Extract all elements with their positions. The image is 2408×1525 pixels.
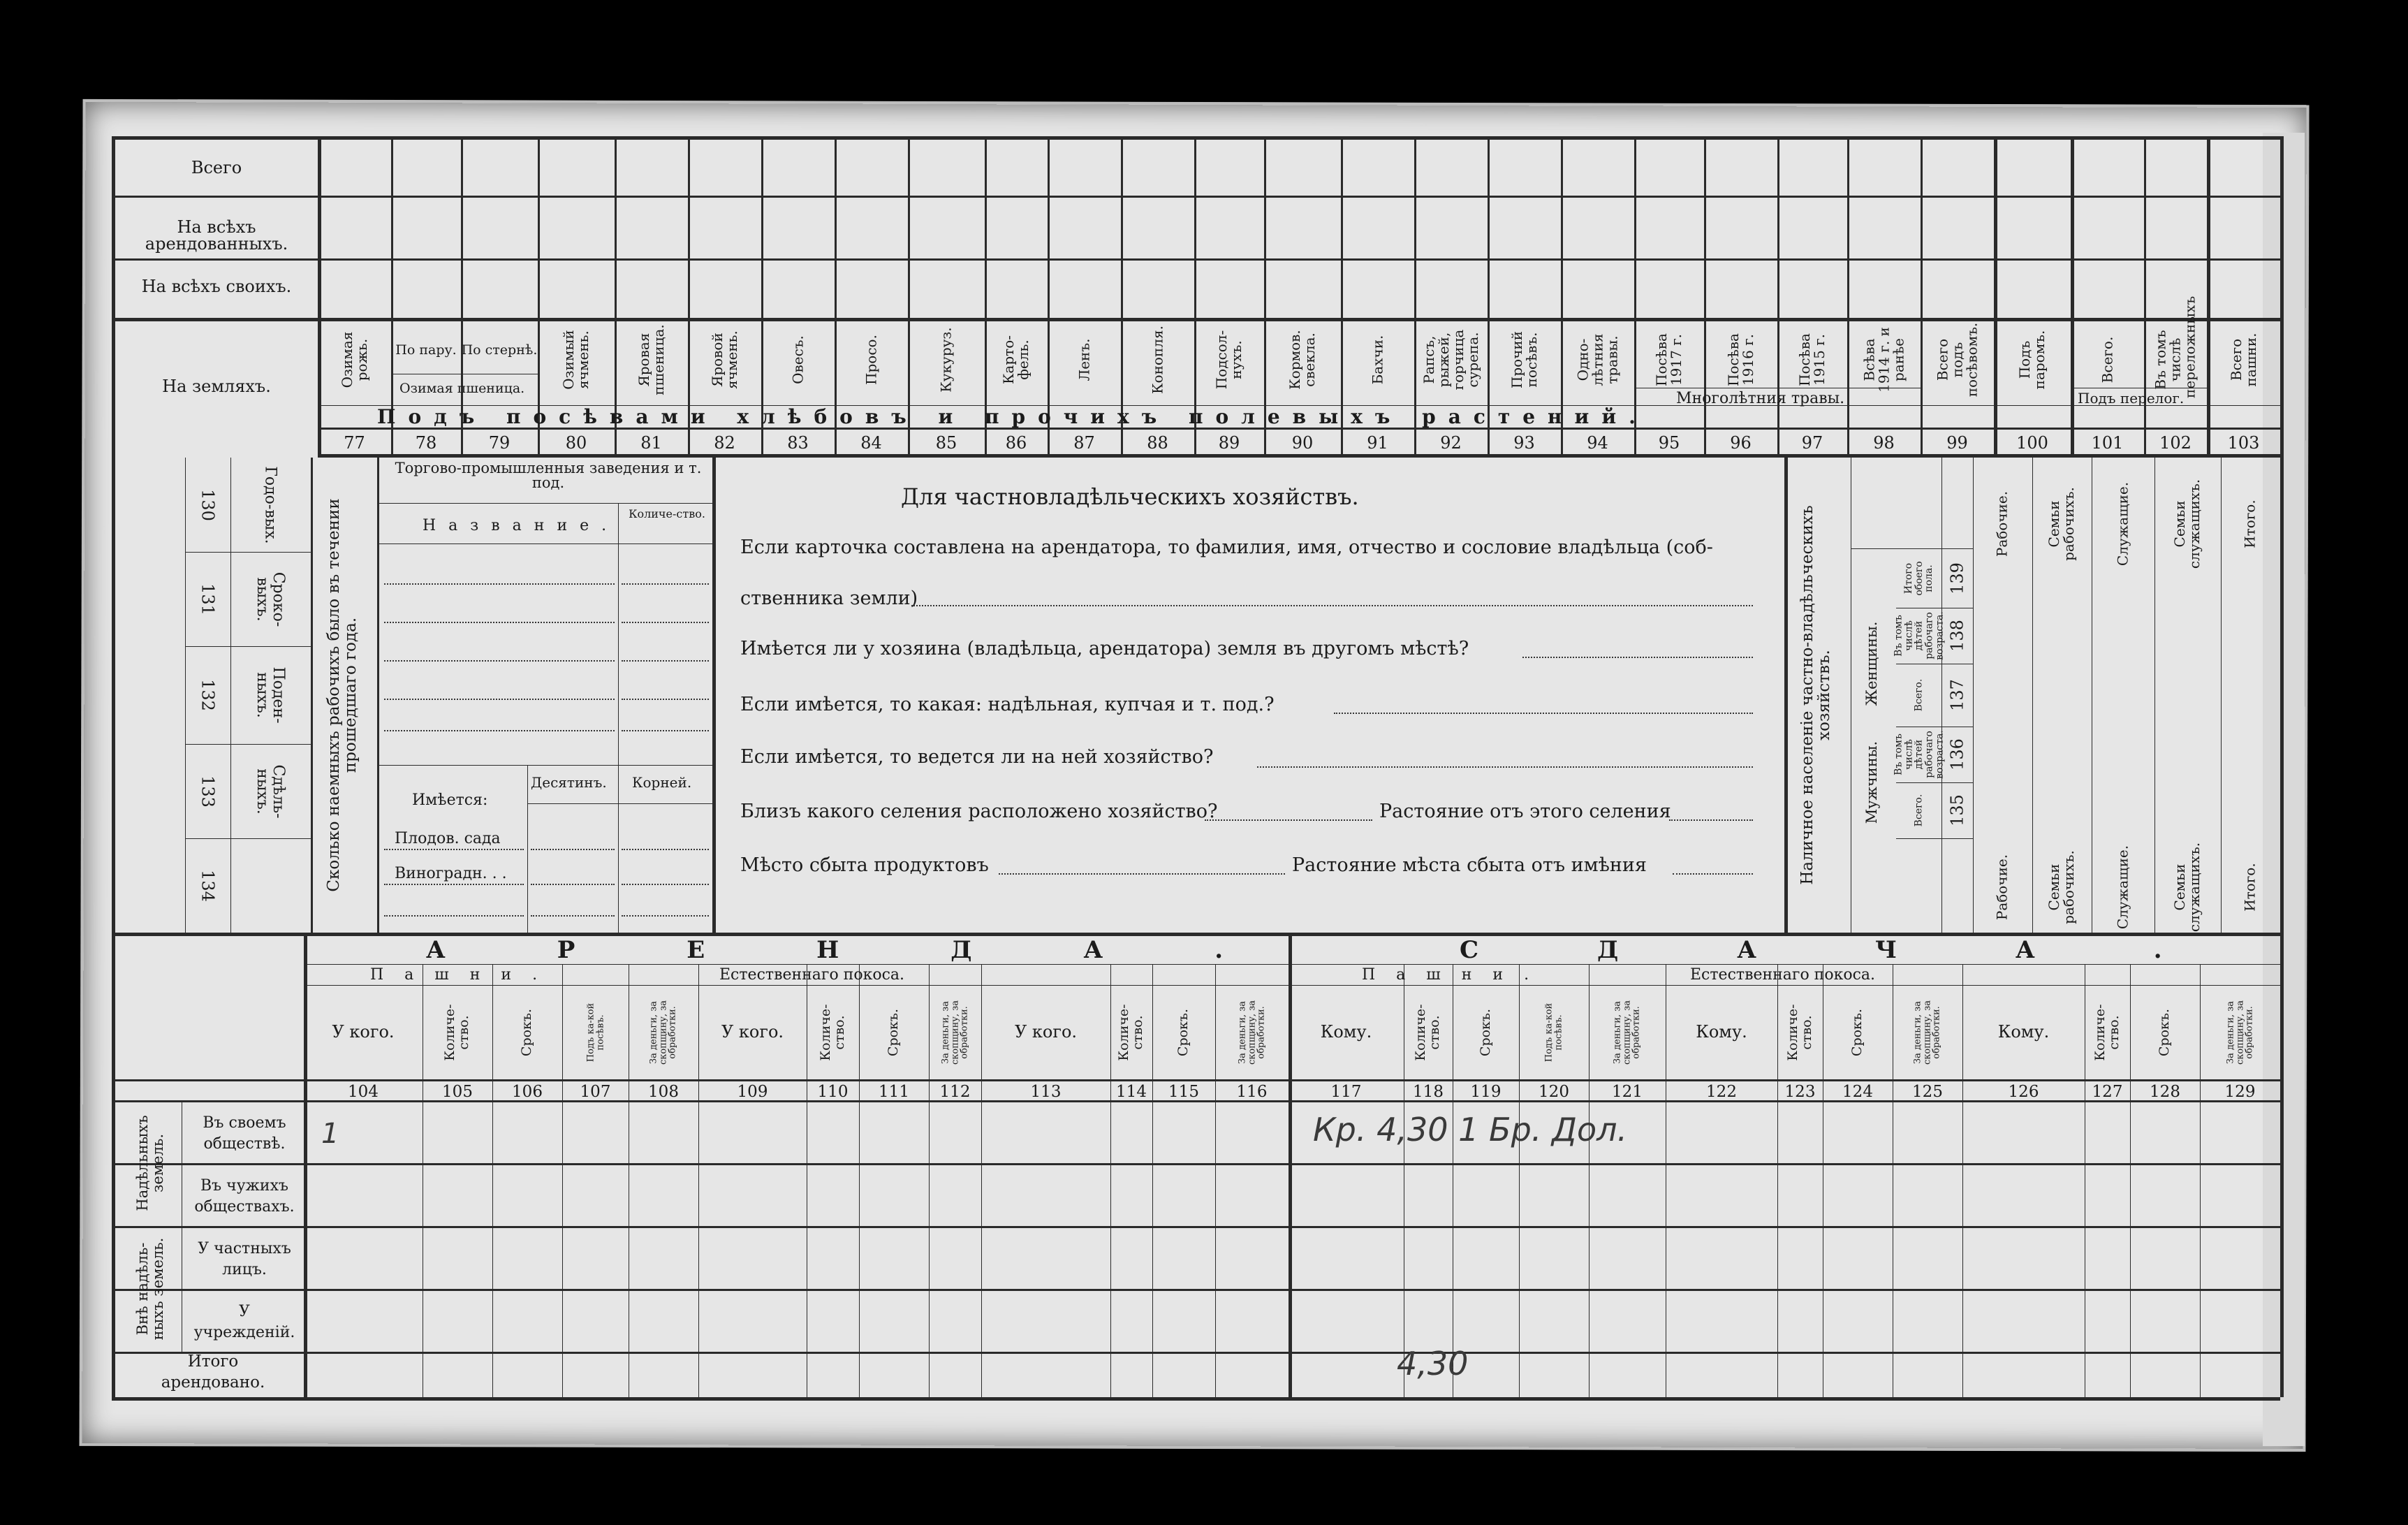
rule-horizontal (318, 454, 2280, 458)
column-number: 95 (1658, 433, 1680, 453)
sdacha-pashni: Пашни. (1362, 966, 1550, 984)
lease-col-number: 104 (348, 1083, 379, 1101)
rule-vertical (698, 964, 699, 1397)
lease-col-number: 123 (1784, 1083, 1816, 1101)
lease-row-label: У учрежденій. (193, 1303, 295, 1341)
lease-col-header: Количе-ство. (2092, 1004, 2122, 1061)
lease-col-header: За деньги, за скопщину, за обработки. (1237, 1000, 1267, 1065)
population-column-bottom: Семьи рабочихъ. (2046, 850, 2077, 924)
crop-header: Всего пашни. (2227, 333, 2259, 387)
dotted-line (384, 699, 615, 700)
dotted-line (384, 622, 615, 623)
column-number: 83 (787, 433, 809, 453)
lease-col-header: За деньги, за скопщину, за обработки. (2225, 1000, 2255, 1065)
population-column-top: Рабочие. (1993, 490, 2011, 557)
grass-group-label: Многолѣтния травы. (1676, 390, 1845, 407)
lease-col-header: Количе-ство. (817, 1004, 847, 1061)
population-number: 135 (1947, 794, 1967, 826)
lease-col-number: 128 (2150, 1083, 2180, 1101)
column-number: 96 (1730, 433, 1752, 453)
crop-header: Подсол-нухъ. (1213, 330, 1245, 390)
crop-header: Бахчи. (1369, 335, 1386, 385)
crop-header: Посѣва 1915 г. (1796, 333, 1828, 386)
livestock-number: 132 (198, 679, 218, 711)
rule-horizontal (377, 543, 712, 544)
lease-col-number: 109 (737, 1083, 768, 1101)
rule-vertical (981, 964, 982, 985)
lease-col-header: У кого. (721, 1022, 784, 1042)
population-title: Наличное населеніе частно-владѣльческихъ хозяйствъ. (1798, 505, 1833, 885)
population-sublabel: Всего. (1913, 678, 1925, 712)
dotted-line (1334, 713, 1753, 714)
population-sublabel: Итого обоего пола. (1902, 560, 1935, 596)
dotted-line (1673, 873, 1753, 875)
dotted-line (1205, 819, 1372, 821)
handwritten-entry: Кр. 4,30 1 Бр. Дол. (1313, 1111, 1628, 1148)
livestock-number: 130 (198, 488, 218, 521)
lease-col-number: 106 (512, 1083, 543, 1101)
rule-horizontal (112, 1352, 2280, 1354)
dotted-line (999, 873, 1285, 875)
column-number: 100 (2016, 433, 2048, 453)
crop-header: Овесъ. (789, 335, 806, 384)
rule-horizontal (112, 1226, 2280, 1228)
rule-vertical (2221, 458, 2222, 933)
column-number: 102 (2159, 433, 2192, 453)
private-line: Растояние мѣста сбыта отъ имѣния (1292, 854, 1647, 876)
crop-header: Рапсъ, рыжей, горчица сурепа. (1420, 329, 1481, 391)
crop-header: Яровой ячмень. (708, 330, 740, 389)
rule-vertical (318, 136, 321, 458)
lease-col-number: 108 (648, 1083, 679, 1101)
dotted-line (384, 915, 524, 917)
private-title: Для частновладѣльческихъ хозяйствъ. (901, 483, 1359, 510)
rule-vertical (1589, 964, 1590, 1397)
column-number: 78 (415, 433, 437, 453)
column-number: 87 (1073, 433, 1095, 453)
lease-col-number: 113 (1030, 1083, 1062, 1101)
crop-header: Конопля. (1149, 326, 1166, 394)
rule-vertical (2200, 964, 2201, 1397)
rule-vertical (1110, 964, 1111, 1397)
lease-col-number: 119 (1470, 1083, 1502, 1101)
trade-title: Торгово-промышленныя заведения и т. под. (395, 460, 702, 491)
rule-horizontal (981, 985, 1289, 986)
private-line: Если имѣется, то какая: надѣльная, купчая и т. под.? (740, 694, 1275, 715)
rule-horizontal (527, 803, 712, 804)
private-line: Растояние отъ этого селения (1379, 801, 1671, 822)
rule-vertical (2207, 136, 2210, 454)
lease-col-number: 125 (1912, 1083, 1943, 1101)
column-number: 82 (714, 433, 735, 453)
lease-col-number: 121 (1612, 1083, 1643, 1101)
crop-header: Всего подъ посѣвомъ. (1934, 322, 1980, 397)
livestock-label: Сроко-выхъ. (254, 571, 288, 627)
crop-header: Подъ паромъ. (2016, 330, 2048, 390)
column-number: 77 (344, 433, 365, 453)
rule-vertical (1921, 136, 1923, 454)
trade-korney: Корней. (632, 774, 692, 791)
livestock-number: 134 (198, 869, 218, 902)
rule-horizontal (112, 1163, 2280, 1165)
lease-col-header: Количе-ство. (1784, 1004, 1814, 1061)
population-column-top: Служащие. (2114, 481, 2131, 567)
rule-vertical (618, 503, 619, 933)
top-row-label: На всѣхъ своихъ. (141, 277, 292, 296)
livestock-label: Сдѣль-ныхъ. (254, 764, 288, 819)
rule-vertical (1962, 964, 1963, 1397)
dotted-line (622, 622, 709, 623)
rule-vertical (1847, 136, 1849, 454)
rule-vertical (2130, 964, 2131, 1397)
lease-col-header: Количе-ство. (1116, 1004, 1145, 1061)
population-column-bottom: Служащие. (2114, 845, 2131, 930)
rule-vertical (1941, 458, 1942, 933)
lease-group-label: Надѣльныхъ земель. (133, 1115, 166, 1211)
crop-header: По пару. (395, 342, 457, 358)
crop-header: Посѣва 1917 г. (1653, 333, 1684, 386)
rule-horizontal (185, 552, 311, 553)
lease-col-number: 105 (442, 1083, 473, 1101)
dotted-line (1522, 657, 1753, 658)
men-label: Мужчины. (1863, 740, 1880, 824)
dotted-line (622, 660, 709, 662)
dotted-line (622, 849, 709, 850)
rule-vertical (712, 458, 716, 933)
rule-vertical (185, 458, 186, 933)
lease-col-number: 112 (939, 1083, 971, 1101)
lease-col-header: За деньги, за скопщину, за обработки. (1912, 1000, 1942, 1065)
lease-col-header: Срокъ. (1477, 1008, 1493, 1057)
crop-header: Прочий посѣвъ. (1508, 330, 1540, 389)
lease-col-header: У кого. (1014, 1022, 1078, 1042)
dotted-line (911, 605, 1753, 606)
rule-horizontal (185, 744, 311, 745)
livestock-number: 131 (198, 583, 218, 615)
rule-vertical (2032, 458, 2033, 933)
lease-col-header: За деньги, за скопщину, за обработки. (940, 1000, 970, 1065)
lease-row-label: У частныхъ лицъ. (198, 1240, 291, 1278)
private-line: Имѣется ли у хозяина (владѣльца, арендатора) земля въ другомъ мѣстѣ? (740, 638, 1469, 659)
lease-col-number: 117 (1330, 1083, 1362, 1101)
crop-header: По стернѣ. (461, 342, 538, 358)
rule-vertical (2154, 458, 2155, 933)
lease-col-header: Срокъ. (1175, 1008, 1191, 1057)
lease-sdacha: СДАЧА. (1460, 936, 2281, 964)
dotted-line (531, 849, 615, 850)
rule-vertical (1777, 964, 1778, 1397)
handwritten-total: 4,30 (1397, 1345, 1469, 1382)
women-label: Женщины. (1863, 621, 1880, 706)
dotted-line (622, 583, 709, 585)
lease-col-header: За деньги, за скопщину, за обработки. (648, 1000, 678, 1065)
population-sublabel: Въ томъ числѣ дѣтей рабочаго возраста. (1893, 730, 1946, 779)
lease-col-header: Подъ ка-кой посѣвъ. (585, 1002, 605, 1063)
private-line: Если карточка составлена на арендатора, то фамилия, имя, отчество и сословие владѣльца (соб- (740, 537, 1713, 558)
lease-col-number: 124 (1842, 1083, 1873, 1101)
column-number: 80 (565, 433, 587, 453)
lease-col-header: Подъ ка-кой посѣвъ. (1543, 1002, 1564, 1063)
dotted-line (531, 884, 615, 885)
lease-col-header: Кому. (1997, 1022, 2050, 1042)
lease-col-header: Кому. (1696, 1022, 1747, 1042)
trade-garden: Плодов. сада (395, 830, 501, 847)
column-number: 98 (1873, 433, 1895, 453)
crop-header: Одно-лѣтния травы. (1574, 333, 1620, 386)
lease-col-header: Количе-ство. (1413, 1004, 1442, 1061)
lease-col-number: 111 (879, 1083, 909, 1101)
population-column-top: Итого. (2241, 499, 2259, 548)
private-line: Если имѣется, то ведется ли на ней хозяйство? (740, 746, 1214, 768)
sdacha-pokos: Естественнаго покоса. (1690, 966, 1876, 984)
rule-vertical (230, 458, 231, 933)
wheat-group-label: Озимая пшеница. (399, 381, 525, 396)
population-sublabel: Въ томъ числѣ дѣтей рабочаго возраста. (1893, 611, 1946, 660)
crop-header: Посѣва 1916 г. (1724, 333, 1756, 386)
crop-header: Всѣва 1914 г. и ранѣе (1860, 327, 1907, 393)
lease-row-label: Въ своемъ обществѣ. (203, 1114, 286, 1153)
lease-col-header: Количе-ство. (442, 1004, 471, 1061)
rule-vertical (1519, 964, 1520, 1397)
private-line: Близъ какого селения расположено хозяйство? (740, 801, 1218, 822)
population-column-bottom: Рабочие. (1993, 854, 2011, 921)
rule-vertical (859, 964, 860, 1397)
rule-vertical (377, 458, 379, 933)
lease-col-header: У кого. (332, 1022, 395, 1042)
lease-col-number: 107 (580, 1083, 611, 1101)
population-column-bottom: Итого. (2241, 863, 2259, 912)
hired-workers-label: Сколько наемныхъ рабочихъ было въ течении прошедшаго года. (324, 498, 360, 892)
rule-horizontal (112, 1397, 2280, 1401)
column-number: 93 (1513, 433, 1535, 453)
lease-pokos: Естественнаго покоса. (719, 966, 905, 984)
population-number: 137 (1947, 679, 1967, 711)
column-number: 79 (488, 433, 511, 453)
rule-horizontal (1851, 548, 1973, 549)
band-title: Подъ посѣвами хлѣбовъ и прочихъ полевыхъ растений. (377, 405, 1648, 428)
column-number: 91 (1367, 433, 1388, 453)
column-number: 85 (935, 433, 957, 453)
rule-horizontal (304, 985, 2280, 986)
lease-pashni: Пашни. (370, 966, 559, 984)
crop-header: Яровая пшеница. (635, 324, 667, 395)
rule-vertical (311, 458, 313, 933)
lease-col-number: 129 (2224, 1083, 2256, 1101)
trade-desyatin: Десятинъ. (531, 774, 607, 791)
rule-vertical (2071, 136, 2074, 454)
lease-col-header: За деньги, за скопщину, за обработки. (1612, 1000, 1642, 1065)
dotted-line (384, 849, 524, 850)
crop-header: Ленъ. (1075, 338, 1092, 381)
rule-horizontal (1896, 838, 1973, 839)
rule-horizontal (112, 1079, 2280, 1081)
lease-col-header: Срокъ. (1849, 1008, 1865, 1057)
column-number: 84 (860, 433, 882, 453)
dotted-line (622, 699, 709, 700)
private-line: ственника земли) (740, 588, 918, 609)
lease-col-number: 116 (1236, 1083, 1268, 1101)
crop-header: Кукуруз. (937, 327, 955, 393)
rule-horizontal (304, 964, 2280, 965)
column-number: 97 (1801, 433, 1823, 453)
lease-col-number: 118 (1413, 1083, 1444, 1101)
crop-header: Озимая рожь. (338, 331, 370, 388)
lease-col-header: Срокъ. (519, 1008, 535, 1057)
livestock-number: 133 (198, 775, 218, 808)
sheet-edge (2263, 133, 2305, 1446)
population-number: 138 (1947, 620, 1967, 652)
population-column-top: Семьи рабочихъ. (2046, 487, 2077, 561)
fallow-group-label: Подъ перелог. (2078, 390, 2185, 407)
lease-col-number: 126 (2008, 1083, 2039, 1101)
dotted-line (531, 915, 615, 917)
column-number: 101 (2091, 433, 2124, 453)
rule-vertical (1215, 964, 1216, 1397)
population-column-top: Семьи служащихъ. (2171, 479, 2203, 569)
rule-vertical (1152, 964, 1153, 1397)
dotted-line (384, 730, 615, 731)
dotted-line (1257, 766, 1753, 768)
rule-horizontal (377, 503, 712, 504)
column-number: 86 (1005, 433, 1027, 453)
crop-header: Въ томъ числѣ переложныхъ (2152, 295, 2198, 398)
lease-arenda: АРЕНДА. (426, 936, 1335, 964)
rule-horizontal (185, 838, 311, 839)
lease-col-number: 127 (2092, 1083, 2123, 1101)
rule-vertical (1994, 136, 1997, 454)
top-row-label: На земляхъ. (162, 377, 271, 396)
livestock-label: Поден-ныхъ. (254, 666, 288, 724)
rule-vertical (527, 765, 528, 933)
top-row-label: На всѣхъ арендованныхъ. (145, 217, 288, 254)
rule-vertical (562, 964, 563, 1397)
dotted-line (384, 660, 615, 662)
rule-horizontal (185, 646, 311, 647)
crop-header: Кормов. свекла. (1286, 330, 1318, 390)
trade-qty-label: Количе-ство. (629, 507, 705, 520)
lease-col-number: 110 (817, 1083, 849, 1101)
rule-vertical (1973, 458, 1974, 933)
dotted-line (384, 583, 615, 585)
lease-col-header: Срокъ. (2157, 1008, 2173, 1057)
handwritten-mark: 1 (321, 1118, 339, 1150)
crop-header: Карто-фель. (1000, 335, 1032, 385)
rule-vertical (1784, 458, 1788, 933)
crop-header: Просо. (862, 335, 879, 385)
lease-col-number: 120 (1539, 1083, 1569, 1101)
column-number: 103 (2227, 433, 2260, 453)
trade-vineyard: Виноградн. . . (395, 865, 507, 882)
dotted-line (384, 884, 524, 885)
rule-vertical (492, 964, 493, 1397)
rule-vertical (2280, 136, 2284, 1397)
dotted-line (622, 730, 709, 731)
lease-col-number: 122 (1706, 1083, 1737, 1101)
population-sublabel: Всего. (1913, 794, 1925, 827)
lease-total-label: Итого арендовано. (161, 1352, 265, 1392)
lease-col-number: 115 (1168, 1083, 1199, 1101)
livestock-label: Годо-вых. (261, 465, 279, 544)
rule-vertical (981, 964, 982, 1397)
top-row-label: Всего (191, 158, 242, 177)
column-number: 90 (1291, 433, 1314, 453)
private-line: Мѣсто сбыта продуктовъ (740, 854, 989, 876)
population-number: 136 (1947, 738, 1967, 771)
population-column-bottom: Семьи служащихъ. (2171, 842, 2203, 933)
rule-horizontal (112, 1289, 2280, 1291)
crop-header: Всего. (2099, 336, 2115, 384)
lease-row-label: Въ чужихъ обществахъ. (194, 1177, 295, 1216)
dotted-line (1669, 819, 1753, 821)
column-number: 81 (640, 433, 662, 453)
trade-has: Имѣется: (412, 791, 488, 809)
trade-name-label: Название. (423, 517, 619, 534)
dotted-line (622, 915, 709, 917)
column-number: 94 (1587, 433, 1608, 453)
column-number: 88 (1147, 433, 1168, 453)
column-number: 99 (1946, 433, 1968, 453)
rule-vertical (112, 136, 115, 1397)
rule-horizontal (377, 765, 712, 766)
lease-col-header: Срокъ. (886, 1008, 902, 1057)
lease-col-header: Кому. (1320, 1022, 1372, 1042)
population-number: 139 (1947, 562, 1967, 594)
lease-col-number: 114 (1116, 1083, 1147, 1101)
dotted-line (622, 884, 709, 885)
crop-header: Озимый ячмень. (560, 330, 592, 390)
lease-group-label: Внѣ надѣль-ныхъ земель. (133, 1237, 166, 1341)
column-number: 92 (1440, 433, 1462, 453)
rule-vertical (929, 964, 930, 1397)
column-number: 89 (1218, 433, 1240, 453)
